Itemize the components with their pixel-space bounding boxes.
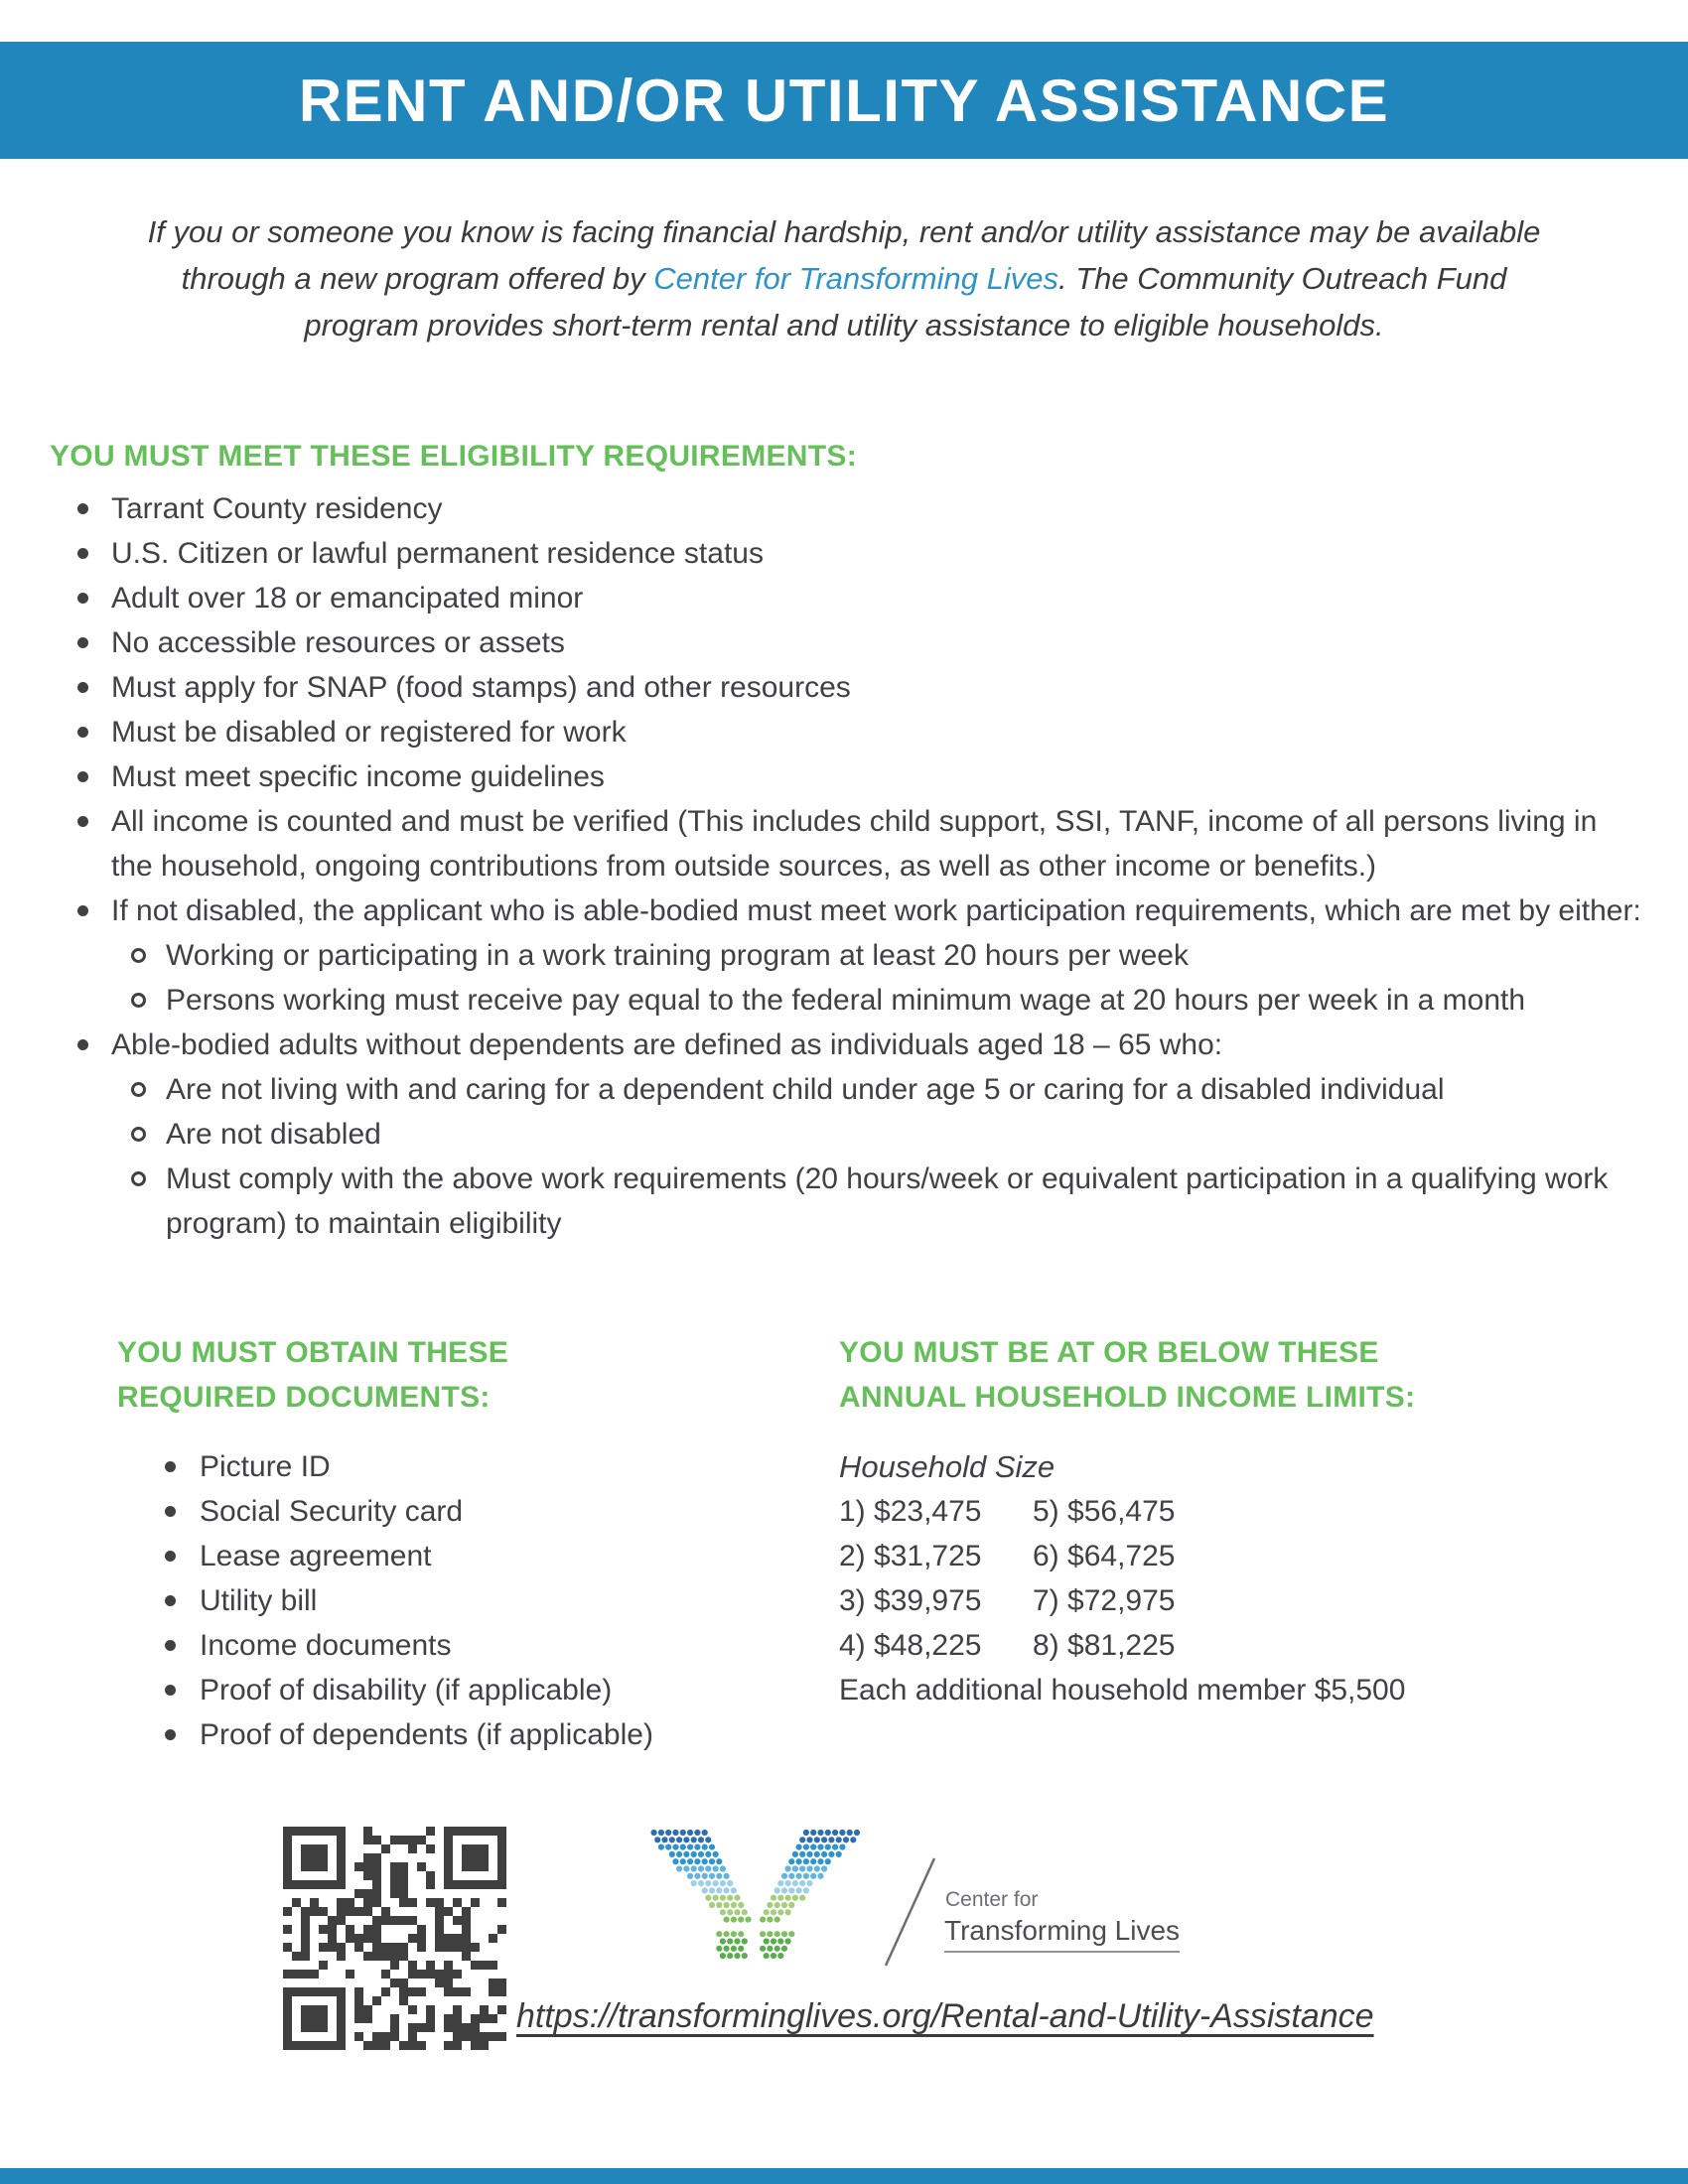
income-cell: 4) $48,225: [839, 1628, 982, 1662]
intro-line2-post: . The Community Outreach Fund: [1057, 261, 1507, 296]
household-size-label: Household Size: [839, 1448, 1055, 1484]
bottom-accent-bar: [0, 2168, 1688, 2184]
intro-line2-pre: through a new program offered by: [181, 261, 654, 296]
logo-slash: [886, 1858, 934, 1966]
list-item: [50, 1023, 1646, 1246]
list-item: All income is counted and must be verified (This includes child support, SSI, TANF, income of all persons living in the household, ongoing contributions from outside sources, as well as other income or benefits.): [50, 799, 1646, 888]
sub-list-item: Working or participating in a work training program at least 20 hours per week: [111, 933, 1646, 978]
sub-list-item: Must comply with the above work requirements (20 hours/week or equivalent participation in a qualifying work program) to maintain eligibility: [111, 1157, 1646, 1246]
logo-text-big: Transforming Lives: [944, 1914, 1181, 1946]
list-item: Must be disabled or registered for work: [50, 710, 1646, 754]
income-heading-line2: ANNUAL HOUSEHOLD INCOME LIMITS:: [839, 1380, 1416, 1414]
income-cell: 6) $64,725: [1033, 1539, 1176, 1572]
work-requirements-sublist: [111, 933, 1646, 1023]
income-row: [839, 1578, 1688, 1623]
list-item: Lease agreement: [145, 1534, 780, 1578]
two-column-section: [117, 1305, 1688, 1757]
title-banner: [0, 42, 1688, 159]
income-heading: [839, 1330, 1688, 1420]
intro-paragraph: [50, 208, 1638, 348]
list-item: Proof of dependents (if applicable): [145, 1712, 780, 1757]
list-item: [50, 888, 1646, 1023]
ctl-text-link[interactable]: Center for Transforming Lives: [653, 261, 1058, 296]
assistance-url-link[interactable]: https://transforminglives.org/Rental-and-Utility-Assistance: [516, 1996, 1374, 2035]
income-cell: 7) $72,975: [1033, 1583, 1176, 1617]
list-item: Must meet specific income guidelines: [50, 754, 1646, 799]
sub-list-item: Persons working must receive pay equal to the federal minimum wage at 20 hours per week in a month: [111, 978, 1646, 1023]
eligibility-list: [50, 486, 1646, 1246]
income-limits-column: [839, 1305, 1688, 1757]
intro-line1: If you or someone you know is facing financial hardship, rent and/or utility assistance may be available: [147, 214, 1541, 249]
list-item-text: If not disabled, the applicant who is able-bodied must meet work participation requirements, which are met by either:: [111, 894, 1641, 927]
income-row: [839, 1489, 1688, 1534]
income-cell: 8) $81,225: [1033, 1628, 1176, 1662]
income-row: [839, 1623, 1688, 1668]
ctl-logo: [635, 1827, 1192, 1985]
list-item: Proof of disability (if applicable): [145, 1668, 780, 1712]
able-bodied-sublist: [111, 1067, 1646, 1246]
intro-line3: program provides short-term rental and utility assistance to eligible households.: [304, 308, 1384, 342]
list-item: Must apply for SNAP (food stamps) and other resources: [50, 665, 1646, 710]
page-title: RENT AND/OR UTILITY ASSISTANCE: [298, 67, 1390, 134]
list-item-text: Able-bodied adults without dependents are defined as individuals aged 18 – 65 who:: [111, 1028, 1223, 1061]
documents-heading-line2: REQUIRED DOCUMENTS:: [117, 1380, 491, 1414]
income-cell: 1) $23,475: [839, 1494, 982, 1528]
income-cell: 5) $56,475: [1033, 1494, 1176, 1528]
sub-list-item: Are not living with and caring for a dependent child under age 5 or caring for a disabled individual: [111, 1067, 1646, 1112]
documents-heading-line1: YOU MUST OBTAIN THESE: [117, 1335, 509, 1369]
list-item: No accessible resources or assets: [50, 620, 1646, 665]
income-cell: 3) $39,975: [839, 1583, 982, 1617]
list-item: U.S. Citizen or lawful permanent residence status: [50, 531, 1646, 576]
eligibility-heading: YOU MUST MEET THESE ELIGIBILITY REQUIREMENTS:: [50, 440, 857, 473]
documents-column: [117, 1305, 839, 1757]
income-heading-line1: YOU MUST BE AT OR BELOW THESE: [839, 1335, 1379, 1369]
list-item: Adult over 18 or emancipated minor: [50, 576, 1646, 620]
documents-list: [145, 1444, 780, 1757]
qr-code-icon: [283, 1827, 506, 2050]
additional-member-note: Each additional household member $5,500: [839, 1673, 1406, 1706]
income-row: [839, 1534, 1688, 1578]
logo-text-small: Center for: [945, 1887, 1039, 1911]
butterfly-icon: [651, 1830, 861, 1959]
documents-heading: [117, 1330, 839, 1420]
list-item: Social Security card: [145, 1489, 780, 1534]
sub-list-item: Are not disabled: [111, 1112, 1646, 1157]
footer: [0, 1827, 1688, 2065]
list-item: Income documents: [145, 1623, 780, 1668]
list-item: Picture ID: [145, 1444, 780, 1489]
income-cell: 2) $31,725: [839, 1539, 982, 1572]
list-item: Tarrant County residency: [50, 486, 1646, 531]
list-item: Utility bill: [145, 1578, 780, 1623]
